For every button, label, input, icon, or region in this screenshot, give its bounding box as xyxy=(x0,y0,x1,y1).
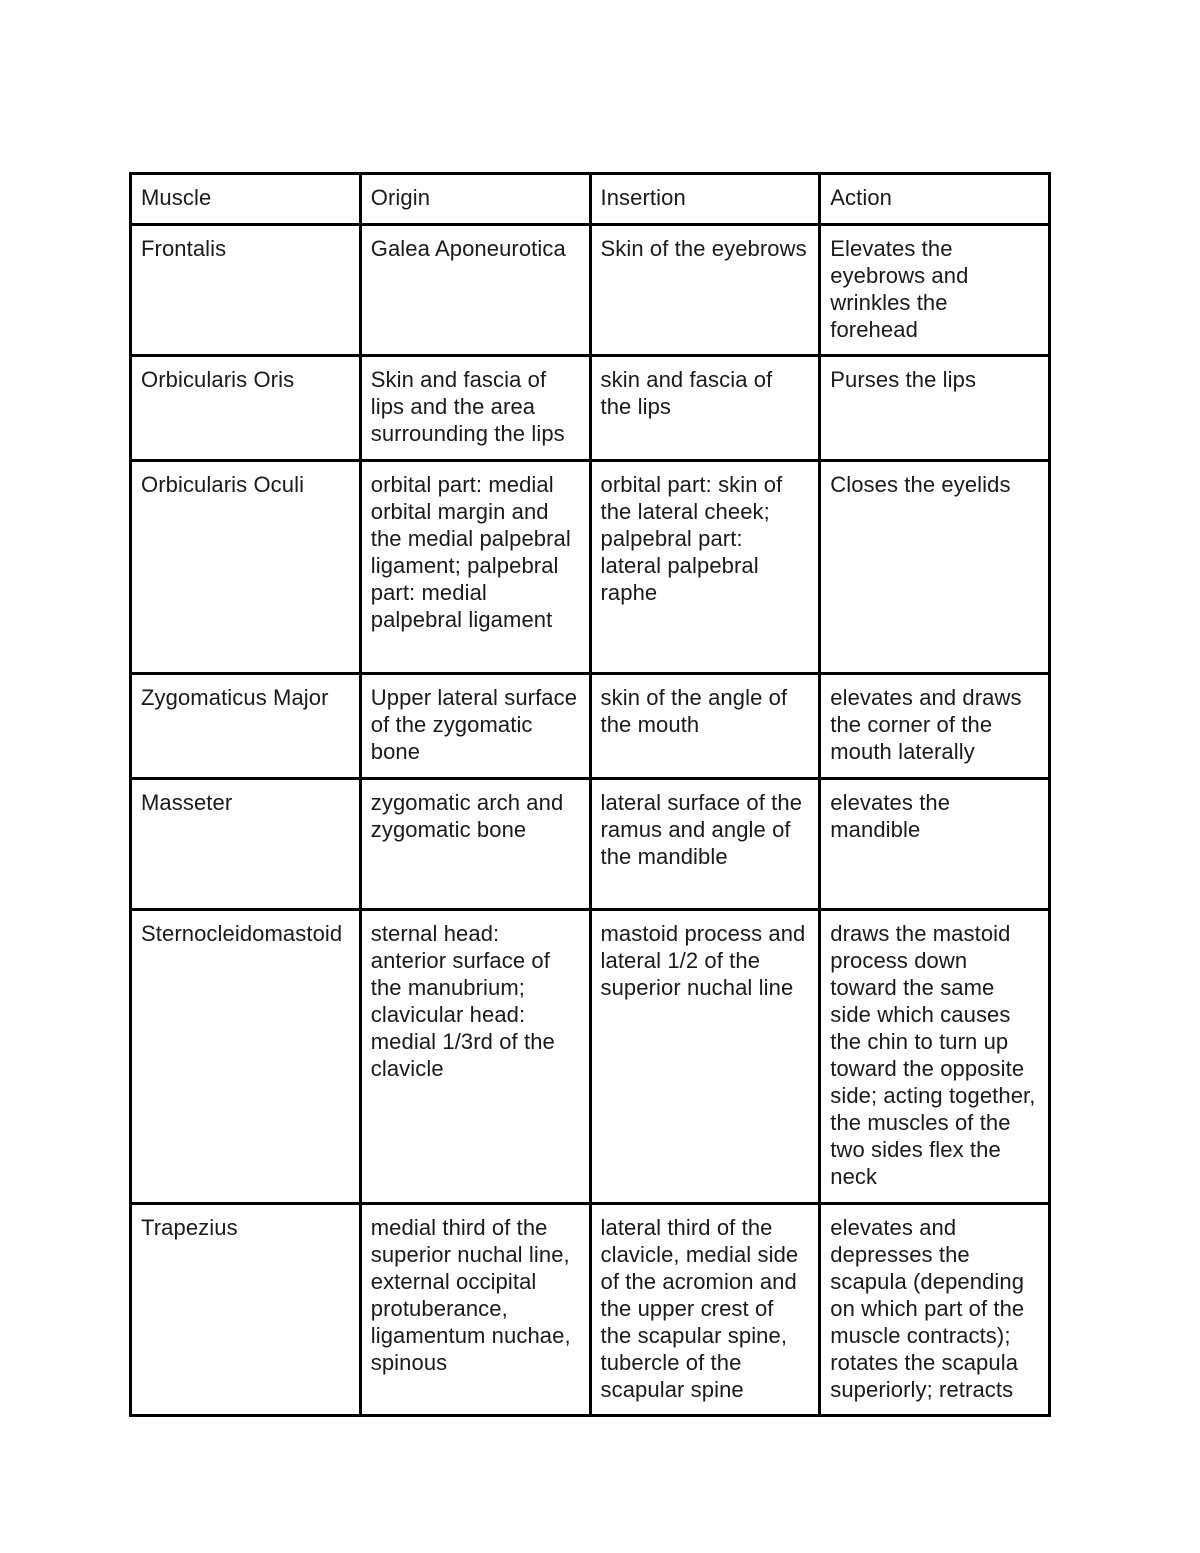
cell-muscle: Frontalis xyxy=(131,225,361,356)
table-row xyxy=(131,356,1050,461)
cell-action: Closes the eyelids xyxy=(820,461,1050,674)
header-insertion: Insertion xyxy=(590,174,820,225)
cell-origin: Galea Aponeurotica xyxy=(360,225,590,356)
cell-origin: sternal head: anterior surface of the manubrium; clavicular head: medial 1/3rd of the clavicle xyxy=(360,910,590,1204)
cell-origin: Upper lateral surface of the zygomatic bone xyxy=(360,674,590,779)
cell-origin: Skin and fascia of lips and the area surrounding the lips xyxy=(360,356,590,461)
cell-action: elevates and draws the corner of the mouth laterally xyxy=(820,674,1050,779)
cell-muscle: Sternocleidomastoid xyxy=(131,910,361,1204)
cell-muscle: Zygomaticus Major xyxy=(131,674,361,779)
cell-insertion: skin of the angle of the mouth xyxy=(590,674,820,779)
cell-insertion: skin and fascia of the lips xyxy=(590,356,820,461)
muscle-table xyxy=(129,172,1051,1417)
cell-action: draws the mastoid process down toward the same side which causes the chin to turn up toward the opposite side; acting together, the muscles of the two sides flex the neck xyxy=(820,910,1050,1204)
header-action: Action xyxy=(820,174,1050,225)
table-row xyxy=(131,674,1050,779)
table-header-row xyxy=(131,174,1050,225)
cell-origin: medial third of the superior nuchal line, external occipital protuberance, ligamentum nuchae, spinous xyxy=(360,1204,590,1416)
cell-action: Purses the lips xyxy=(820,356,1050,461)
cell-insertion: lateral third of the clavicle, medial side of the acromion and the upper crest of the scapular spine, tubercle of the scapular spine xyxy=(590,1204,820,1416)
table-row xyxy=(131,779,1050,910)
header-muscle: Muscle xyxy=(131,174,361,225)
cell-muscle: Masseter xyxy=(131,779,361,910)
cell-action: Elevates the eyebrows and wrinkles the forehead xyxy=(820,225,1050,356)
cell-action: elevates and depresses the scapula (depending on which part of the muscle contracts); rotates the scapula superiorly; retracts xyxy=(820,1204,1050,1416)
cell-insertion: lateral surface of the ramus and angle of the mandible xyxy=(590,779,820,910)
cell-muscle: Orbicularis Oris xyxy=(131,356,361,461)
cell-origin: orbital part: medial orbital margin and the medial palpebral ligament; palpebral part: medial palpebral ligament xyxy=(360,461,590,674)
table-row xyxy=(131,1204,1050,1416)
cell-muscle: Trapezius xyxy=(131,1204,361,1416)
cell-insertion: Skin of the eyebrows xyxy=(590,225,820,356)
cell-insertion: mastoid process and lateral 1/2 of the superior nuchal line xyxy=(590,910,820,1204)
cell-action: elevates the mandible xyxy=(820,779,1050,910)
table-row xyxy=(131,225,1050,356)
header-origin: Origin xyxy=(360,174,590,225)
table-row xyxy=(131,910,1050,1204)
cell-muscle: Orbicularis Oculi xyxy=(131,461,361,674)
cell-insertion: orbital part: skin of the lateral cheek; palpebral part: lateral palpebral raphe xyxy=(590,461,820,674)
table-row xyxy=(131,461,1050,674)
cell-origin: zygomatic arch and zygomatic bone xyxy=(360,779,590,910)
